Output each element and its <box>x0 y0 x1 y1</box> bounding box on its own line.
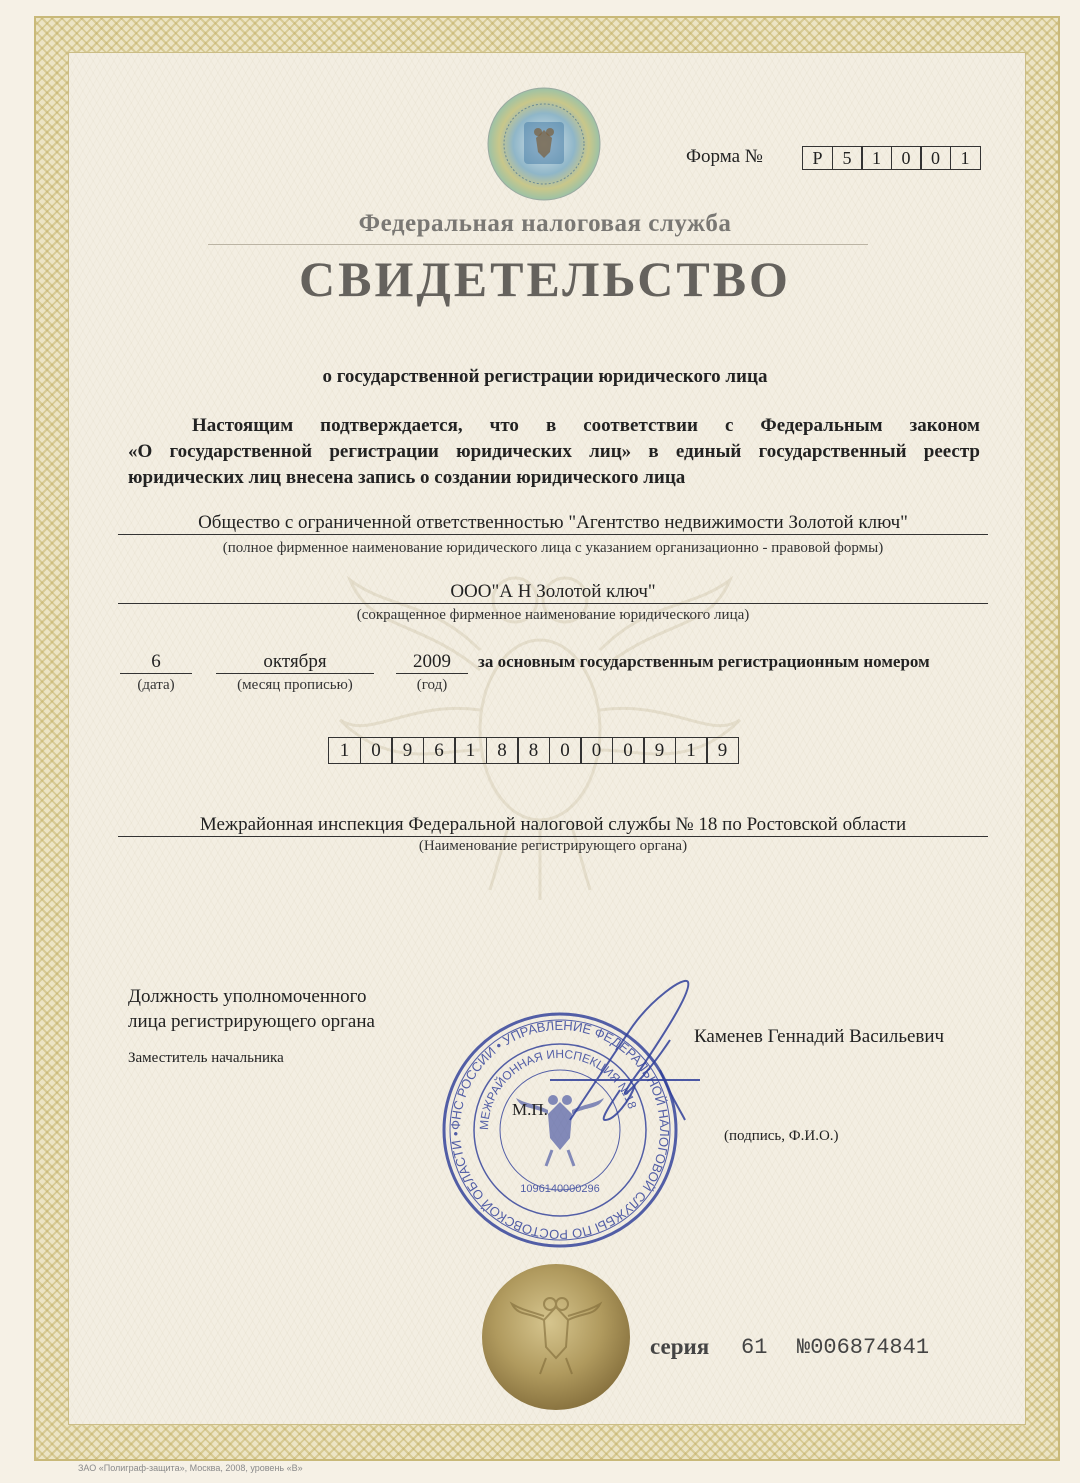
ogrn-digit: 0 <box>549 737 582 764</box>
ogrn-digit: 0 <box>580 737 613 764</box>
form-number-label: Форма № <box>686 146 763 167</box>
ogrn-intro: за основным государственным регистрационным номером <box>478 652 930 671</box>
paragraph-line: «О государственной регистрации юридических лиц» в единый государственный реестр <box>128 441 980 462</box>
registration-day-caption: (дата) <box>137 677 175 693</box>
form-code-digit: 5 <box>832 146 863 170</box>
handwritten-signature-icon <box>510 970 710 1150</box>
document-subtitle: о государственной регистрации юридического лица <box>322 366 768 387</box>
registering-authority-caption: (Наименование регистрирующего органа) <box>418 838 688 854</box>
ogrn-digit: 6 <box>423 737 456 764</box>
position-label-line: Должность уполномоченного <box>128 986 367 1007</box>
ogrn-digit: 1 <box>454 737 487 764</box>
ogrn-digit: 9 <box>391 737 424 764</box>
registration-year-caption: (год) <box>416 677 448 693</box>
stamp-number: 1096140000296 <box>520 1183 600 1195</box>
agency-title: Федеральная налоговая служба <box>358 210 732 237</box>
position-label <box>128 984 375 1034</box>
form-number-boxes <box>802 146 979 170</box>
form-code-digit: 1 <box>861 146 892 170</box>
registration-day: 6 <box>120 651 192 674</box>
ogrn-digit: 9 <box>706 737 739 764</box>
seal-place-label: М.П. <box>512 1100 548 1119</box>
registering-authority: Межрайонная инспекция Федеральной налоговой службы № 18 по Ростовской области <box>118 814 988 837</box>
paragraph-line: юридических лиц внесена запись о создании юридического лица <box>128 467 686 488</box>
form-code-digit: 1 <box>950 146 981 170</box>
entity-full-name: Общество с ограниченной ответственностью "Агентство недвижимости Золотой ключ" <box>118 512 988 535</box>
signatory-name: Каменев Геннадий Васильевич <box>694 1026 945 1047</box>
position-label-line: лица регистрирующего органа <box>128 1011 375 1032</box>
confirmation-paragraph <box>128 413 980 491</box>
stamp-outer-text: ФНС РОССИИ • УПРАВЛЕНИЕ ФЕДЕРАЛЬНОЙ НАЛОГОВОЙ СЛУЖБЫ ПО РОСТОВСКОЙ ОБЛАСТИ • <box>447 1017 673 1243</box>
registration-month-caption: (месяц прописью) <box>237 677 353 693</box>
printer-note: ЗАО «Полиграф-защита», Москва, 2008, уровень «В» <box>78 1463 303 1473</box>
title-divider <box>208 244 868 245</box>
hologram-emblem-icon <box>486 86 602 202</box>
ogrn-digit: 8 <box>517 737 550 764</box>
paragraph-line: Настоящим подтверждается, что в соответствии с Федеральным законом <box>192 415 980 436</box>
series-value: 61 <box>741 1335 768 1360</box>
ogrn-digit: 1 <box>675 737 708 764</box>
registration-year: 2009 <box>396 651 468 674</box>
entity-full-name-caption: (полное фирменное наименование юридического лица с указанием организационно - правовой формы) <box>222 540 884 556</box>
form-code-digit: Р <box>802 146 833 170</box>
ogrn-digit: 1 <box>328 737 361 764</box>
ogrn-digit: 9 <box>643 737 676 764</box>
series-label: серия <box>650 1334 710 1359</box>
form-code-digit: 0 <box>920 146 951 170</box>
form-code-digit: 0 <box>891 146 922 170</box>
certificate-number: №006874841 <box>797 1335 930 1360</box>
ogrn-number-boxes <box>328 737 738 764</box>
document-title: СВИДЕТЕЛЬСТВО <box>299 251 791 307</box>
stamp-inner-text: МЕЖРАЙОННАЯ ИНСПЕКЦИЯ №18 <box>476 1046 640 1131</box>
signatory-position: Заместитель начальника <box>128 1050 284 1066</box>
entity-short-name-caption: (сокращенное фирменное наименование юридического лица) <box>356 607 750 623</box>
ogrn-digit: 8 <box>486 737 519 764</box>
ogrn-digit: 0 <box>360 737 393 764</box>
entity-short-name: ООО"А Н Золотой ключ" <box>118 581 988 604</box>
ogrn-digit: 0 <box>612 737 645 764</box>
registration-month: октября <box>216 651 374 674</box>
signature-caption: (подпись, Ф.И.О.) <box>724 1128 839 1144</box>
gold-seal-icon <box>480 1262 632 1412</box>
